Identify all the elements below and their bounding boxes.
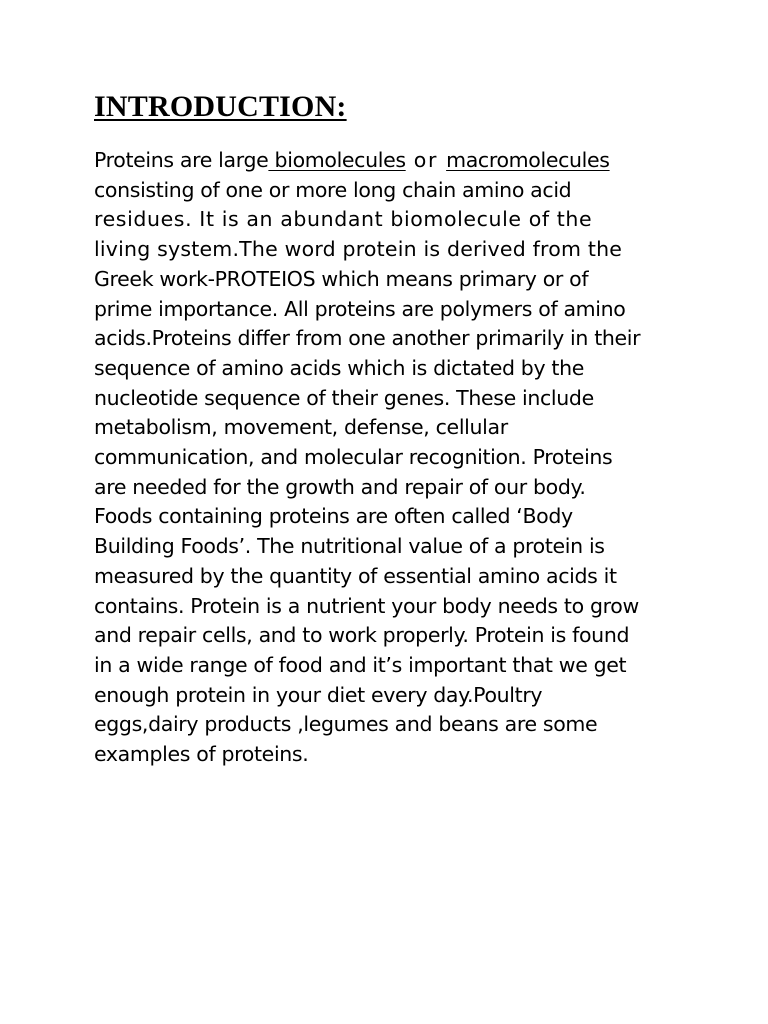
paragraph-line-18: in a wide range of food and it’s important that we get [94,652,627,677]
paragraph-line-7: acids.Proteins differ from one another primarily in their [94,326,641,351]
introduction-paragraph [94,146,694,770]
macromolecules-link[interactable]: macromolecules [446,148,610,172]
paragraph-line-16: contains. Protein is a nutrient your body needs to grow [94,593,639,618]
paragraph-line-11: communication, and molecular recognition. Proteins [94,445,613,470]
paragraph-line-13: Foods containing proteins are often called ‘Body [94,504,573,529]
paragraph-line-3: residues. It is an abundant biomolecule of the [94,207,593,232]
biomolecules-link[interactable]: biomolecules [268,148,406,172]
paragraph-line-20: eggs,dairy products ,legumes and beans are some [94,712,598,737]
paragraph-line-5: Greek work-PROTEIOS which means primary or of [94,266,589,291]
paragraph-line-9: nucleotide sequence of their genes. These include [94,385,594,410]
paragraph-line-21: examples of proteins. [94,742,309,767]
paragraph-line-15: measured by the quantity of essential amino acids it [94,563,617,588]
paragraph-line-14: Building Foods’. The nutritional value of a protein is [94,534,605,559]
paragraph-line-2: consisting of one or more long chain amino acid [94,177,572,202]
paragraph-line-4: living system.The word protein is derived from the [94,237,623,262]
paragraph-line-10: metabolism, movement, defense, cellular [94,415,508,440]
paragraph-line-6: prime importance. All proteins are polymers of amino [94,296,626,321]
paragraph-line-1 [94,146,694,176]
paragraph-line-19: enough protein in your diet every day.Poultry [94,682,543,707]
line-1-text-start: Proteins are large [94,148,269,172]
line-1-connector: or [405,148,447,172]
paragraph-line-8: sequence of amino acids which is dictated by the [94,355,584,380]
paragraph-line-17: and repair cells, and to work properly. Protein is found [94,623,630,648]
page-title: INTRODUCTION: [94,90,347,123]
paragraph-line-12: are needed for the growth and repair of our body. [94,474,586,499]
